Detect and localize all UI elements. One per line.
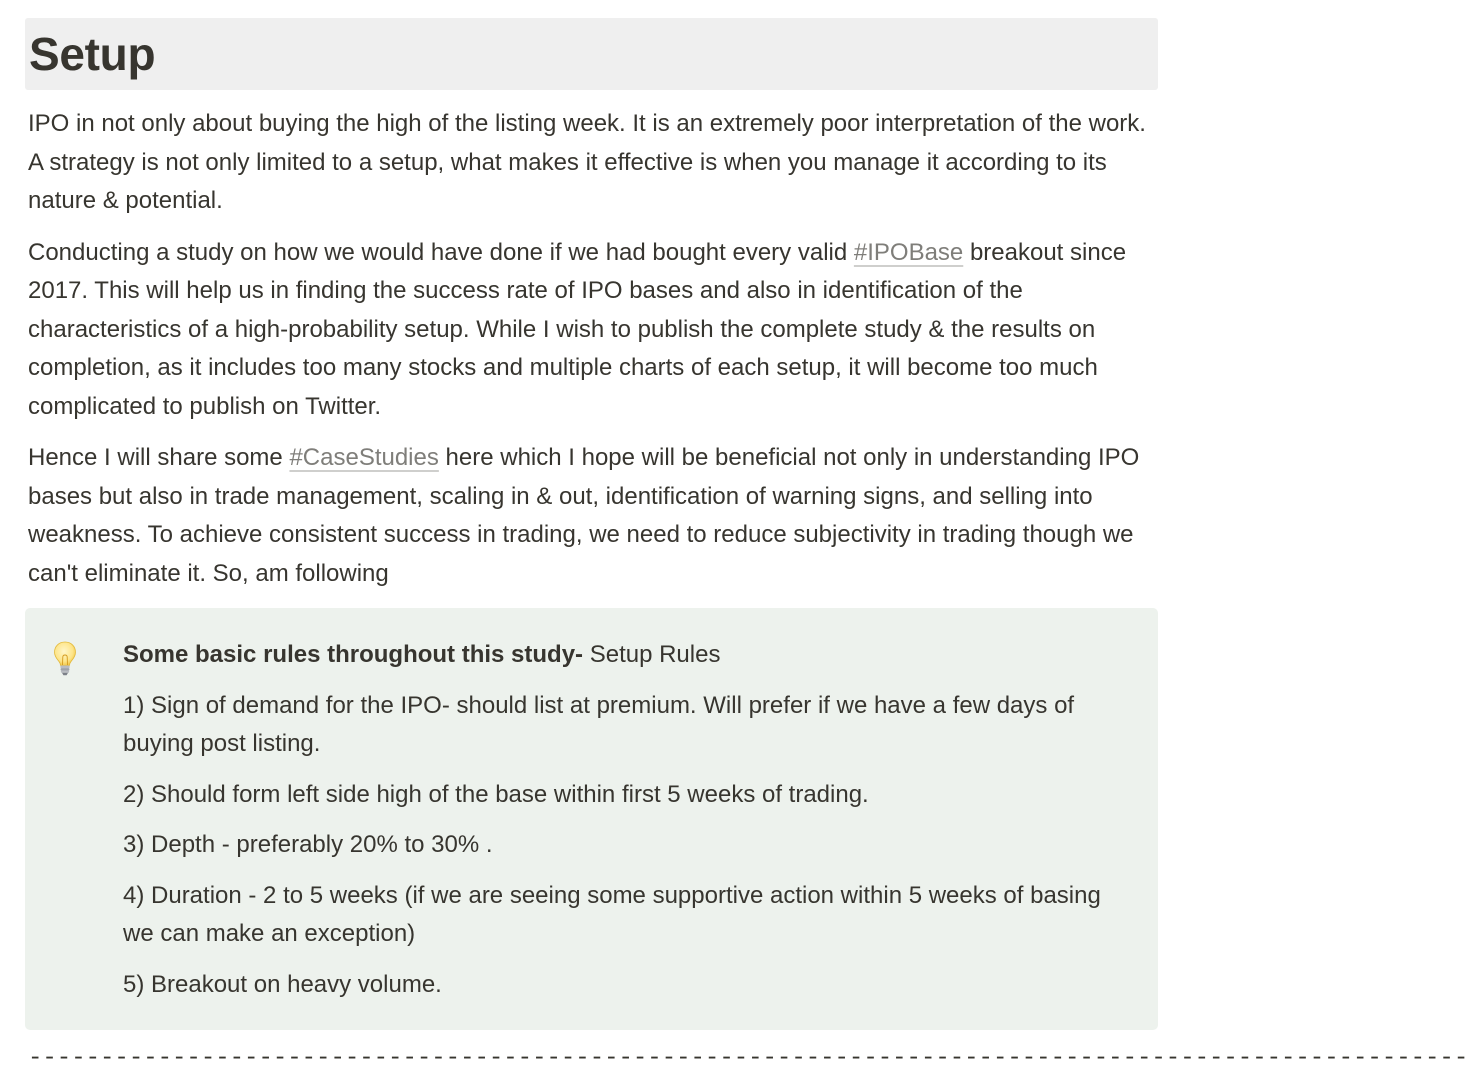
setup-rules-callout	[25, 608, 1158, 1030]
callout-body	[123, 636, 1128, 1004]
hashtag-ipobase-link[interactable]: #IPOBase	[853, 238, 964, 266]
hashtag-casestudies-link[interactable]: #CaseStudies	[289, 444, 439, 471]
page-heading: Setup	[29, 28, 156, 80]
document-page	[25, 18, 1468, 1074]
lightbulb-icon[interactable]	[50, 638, 80, 678]
heading-block[interactable]	[25, 18, 1158, 90]
dashed-divider: ----------------------------------------------------------------------------------------------------	[28, 1045, 1468, 1072]
rule-item-1: 1) Sign of demand for the IPO- should list at premium. Will prefer if we have a few days of buying post listing.	[123, 691, 1075, 757]
rule-item-3: 3) Depth - preferably 20% to 30% .	[123, 831, 493, 858]
paragraph-case-studies	[25, 439, 1158, 593]
callout-title	[123, 636, 1128, 675]
callout-title-rest: Setup Rules	[583, 641, 721, 668]
paragraph-intro: IPO in not only about buying the high of the listing week. It is an extremely poor interpretation of the work. A strategy is not only limited to a setup, what makes it effective is when you manage it according to its nature & potential.	[28, 110, 1146, 214]
paragraph-case-studies-text-after: here which I hope will be beneficial not only in understanding IPO bases but also in trade management, scaling in & out, identification of warning signs, and selling into weakness. To achieve consistent success in trading, we need to reduce subjectivity in trading though we can't eliminate it. So, am following	[28, 444, 1140, 587]
paragraph-study-text-after: breakout since 2017. This will help us in finding the success rate of IPO bases and also in identification of the characteristics of a high-probability setup. While I wish to publish the complete study & the results on completion, as it includes too many stocks and multiple charts of each setup, it will become too much complicated to publish on Twitter.	[28, 238, 1127, 420]
paragraph-study	[25, 234, 1158, 427]
paragraph-case-studies-text-before: Hence I will share some	[28, 444, 290, 471]
paragraph-study-text-before: Conducting a study on how we would have done if we had bought every valid	[28, 238, 854, 266]
rule-item-5: 5) Breakout on heavy volume.	[123, 970, 442, 998]
rule-item-2: 2) Should form left side high of the base within first 5 weeks of trading.	[123, 780, 869, 808]
rule-item-4: 4) Duration - 2 to 5 weeks (if we are seeing some supportive action within 5 weeks of basing we can make an exception)	[123, 881, 1101, 947]
callout-title-bold: Some basic rules throughout this study-	[123, 641, 584, 668]
